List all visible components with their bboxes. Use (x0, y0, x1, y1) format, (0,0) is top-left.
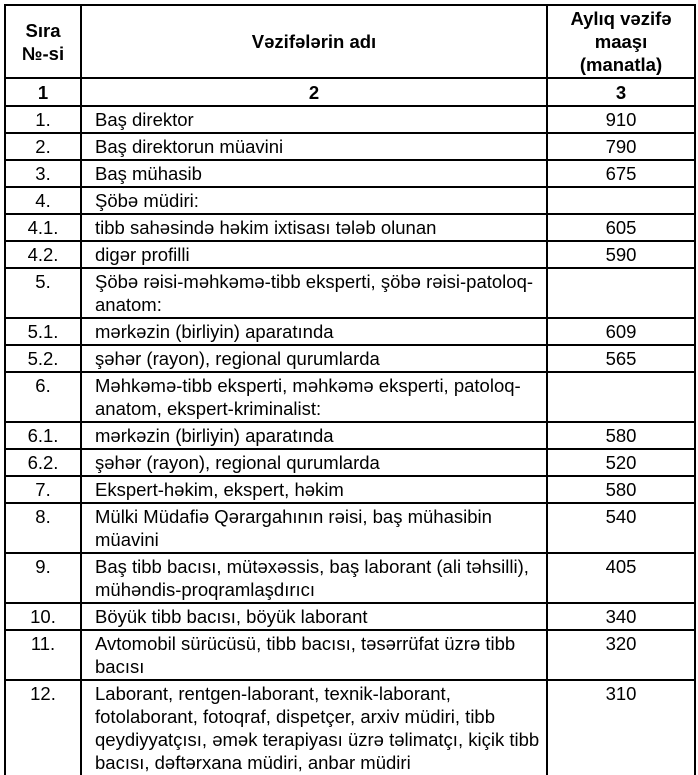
row-salary: 540 (547, 503, 695, 553)
column-number-2: 2 (81, 78, 547, 106)
row-serial-number: 5.2. (5, 345, 81, 372)
row-serial-number: 9. (5, 553, 81, 603)
row-serial-number: 11. (5, 630, 81, 680)
row-position-name: Laborant, rentgen-laborant, texnik-laborant, fotolaborant, fotoqraf, dispetçer, arxiv müdiri, tibb qeydiyyatçısı, əmək terapiyası üzrə təlimatçı, kiçik tibb bacısı, dəftərxana müdiri, anbar müdiri (81, 680, 547, 775)
salary-table (4, 4, 696, 775)
row-salary: 605 (547, 214, 695, 241)
header-serial-number: Sıra №-si (5, 5, 81, 78)
row-position-name: Baş direktorun müavini (81, 133, 547, 160)
row-salary: 310 (547, 680, 695, 775)
row-serial-number: 1. (5, 106, 81, 133)
table-row (5, 106, 695, 133)
row-salary: 340 (547, 603, 695, 630)
table-row (5, 133, 695, 160)
row-serial-number: 2. (5, 133, 81, 160)
table-row (5, 476, 695, 503)
row-position-name: şəhər (rayon), regional qurumlarda (81, 449, 547, 476)
row-salary: 580 (547, 422, 695, 449)
table-row (5, 630, 695, 680)
header-monthly-salary: Aylıq vəzifə maaşı (manatla) (547, 5, 695, 78)
row-salary (547, 187, 695, 214)
row-serial-number: 4. (5, 187, 81, 214)
row-position-name: Baş direktor (81, 106, 547, 133)
row-salary: 320 (547, 630, 695, 680)
row-position-name: şəhər (rayon), regional qurumlarda (81, 345, 547, 372)
row-position-name: mərkəzin (birliyin) aparatında (81, 422, 547, 449)
row-serial-number: 10. (5, 603, 81, 630)
row-serial-number: 8. (5, 503, 81, 553)
row-serial-number: 6.1. (5, 422, 81, 449)
row-position-name: Mülki Müdafiə Qərargahının rəisi, baş mühasibin müavini (81, 503, 547, 553)
row-salary (547, 372, 695, 422)
row-position-name: Baş mühasib (81, 160, 547, 187)
row-salary: 910 (547, 106, 695, 133)
column-number-3: 3 (547, 78, 695, 106)
row-serial-number: 4.2. (5, 241, 81, 268)
row-position-name: Məhkəmə-tibb eksperti, məhkəmə eksperti, patoloq-anatom, ekspert-kriminalist: (81, 372, 547, 422)
row-salary: 790 (547, 133, 695, 160)
table-row (5, 214, 695, 241)
row-position-name: Böyük tibb bacısı, böyük laborant (81, 603, 547, 630)
row-serial-number: 5. (5, 268, 81, 318)
table-row (5, 449, 695, 476)
row-salary (547, 268, 695, 318)
row-serial-number: 6.2. (5, 449, 81, 476)
row-serial-number: 5.1. (5, 318, 81, 345)
row-position-name: Şöbə rəisi-məhkəmə-tibb eksperti, şöbə rəisi-patoloq-anatom: (81, 268, 547, 318)
table-row (5, 187, 695, 214)
table-row (5, 603, 695, 630)
row-position-name: Avtomobil sürücüsü, tibb bacısı, təsərrüfat üzrə tibb bacısı (81, 630, 547, 680)
table-body (5, 106, 695, 775)
row-position-name: Şöbə müdiri: (81, 187, 547, 214)
row-position-name: digər profilli (81, 241, 547, 268)
header-position-name: Vəzifələrin adı (81, 5, 547, 78)
row-salary: 590 (547, 241, 695, 268)
table-row (5, 680, 695, 775)
row-salary: 565 (547, 345, 695, 372)
table-row (5, 241, 695, 268)
column-number-1: 1 (5, 78, 81, 106)
table-row (5, 345, 695, 372)
row-serial-number: 4.1. (5, 214, 81, 241)
row-serial-number: 3. (5, 160, 81, 187)
table-row (5, 318, 695, 345)
row-salary: 675 (547, 160, 695, 187)
row-salary: 609 (547, 318, 695, 345)
row-position-name: tibb sahəsində həkim ixtisası tələb olunan (81, 214, 547, 241)
row-serial-number: 7. (5, 476, 81, 503)
row-position-name: Baş tibb bacısı, mütəxəssis, baş laborant (ali təhsilli), mühəndis-proqramlaşdırıcı (81, 553, 547, 603)
row-salary: 520 (547, 449, 695, 476)
row-position-name: Ekspert-həkim, ekspert, həkim (81, 476, 547, 503)
table-row (5, 268, 695, 318)
row-salary: 580 (547, 476, 695, 503)
row-serial-number: 6. (5, 372, 81, 422)
header-row (5, 5, 695, 78)
column-number-row (5, 78, 695, 106)
row-salary: 405 (547, 553, 695, 603)
table-row (5, 372, 695, 422)
row-serial-number: 12. (5, 680, 81, 775)
table-row (5, 503, 695, 553)
table-row (5, 160, 695, 187)
row-position-name: mərkəzin (birliyin) aparatında (81, 318, 547, 345)
table-row (5, 422, 695, 449)
table-row (5, 553, 695, 603)
